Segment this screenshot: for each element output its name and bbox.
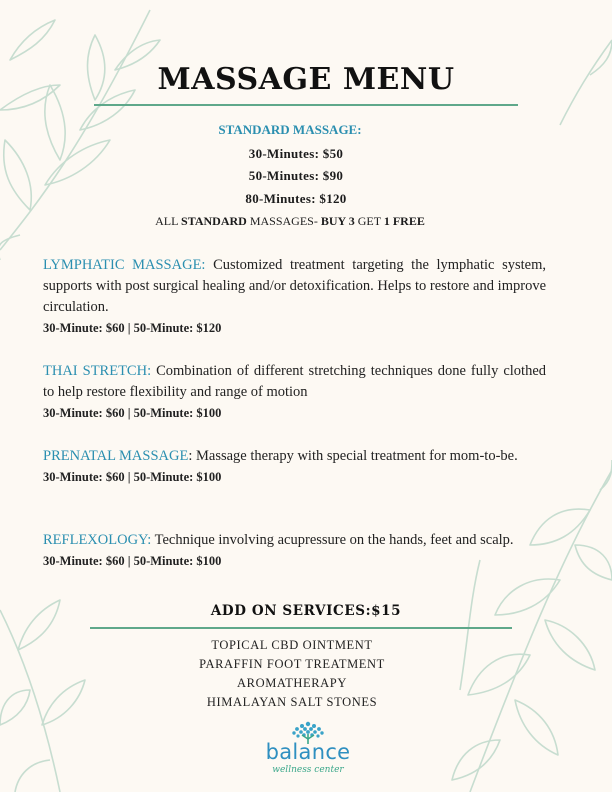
standard-price-50: 50-Minutes: $90 [248, 168, 344, 183]
service-name: REFLEXOLOGY: [43, 532, 152, 548]
offer-prefix: ALL [155, 214, 182, 228]
logo-tagline: wellness center [272, 765, 344, 775]
service-description: Technique involving acupressure on the hands, feet and scalp. [151, 532, 514, 548]
logo-wordmark: balance [265, 740, 351, 764]
service-description: Combination of different stretching techniques done fully clothed to help restore flexibility and range of motion [43, 363, 546, 400]
service-name: PRENATAL MASSAGE [43, 448, 189, 464]
addon-item: TOPICAL CBD OINTMENT [211, 638, 373, 652]
offer-massages: MASSAGES- [246, 214, 321, 228]
title-divider [94, 104, 518, 106]
balance-logo [258, 720, 358, 782]
service-lymphatic [43, 255, 546, 339]
standard-offer [0, 214, 580, 229]
standard-price-30: 30-Minutes: $50 [248, 146, 344, 161]
addon-item: AROMATHERAPY [237, 676, 347, 690]
standard-massage-heading: STANDARD MASSAGE: [218, 122, 362, 137]
offer-get: GET [354, 214, 384, 228]
service-price: 30-Minute: $60 | 50-Minute: $120 [43, 321, 222, 335]
addon-item: PARAFFIN FOOT TREATMENT [199, 657, 385, 671]
addon-divider [90, 627, 512, 629]
service-prenatal [43, 446, 546, 488]
service-thai-stretch [43, 361, 546, 424]
offer-free: 1 FREE [383, 214, 425, 228]
service-name: LYMPHATIC MASSAGE: [43, 257, 206, 273]
service-price: 30-Minute: $60 | 50-Minute: $100 [43, 554, 222, 568]
service-price: 30-Minute: $60 | 50-Minute: $100 [43, 406, 222, 420]
service-description: : Massage therapy with special treatment for mom-to-be. [188, 448, 518, 464]
addon-list [0, 636, 584, 712]
addon-item: HIMALAYAN SALT STONES [206, 695, 378, 709]
page-title: MASSAGE MENU [157, 62, 455, 97]
offer-standard: STANDARD [181, 214, 247, 228]
offer-buy: BUY 3 [320, 214, 355, 228]
addon-heading: ADD ON SERVICES:$15 [210, 603, 402, 619]
standard-price-80: 80-Minutes: $120 [245, 191, 347, 206]
service-name: THAI STRETCH: [43, 363, 152, 379]
service-reflexology [43, 530, 546, 572]
service-description: Customized treatment targeting the lymphatic system, supports with post surgical healing and/or detoxification. Helps to restore and improve circulation. [43, 257, 546, 315]
service-price: 30-Minute: $60 | 50-Minute: $100 [43, 470, 222, 484]
